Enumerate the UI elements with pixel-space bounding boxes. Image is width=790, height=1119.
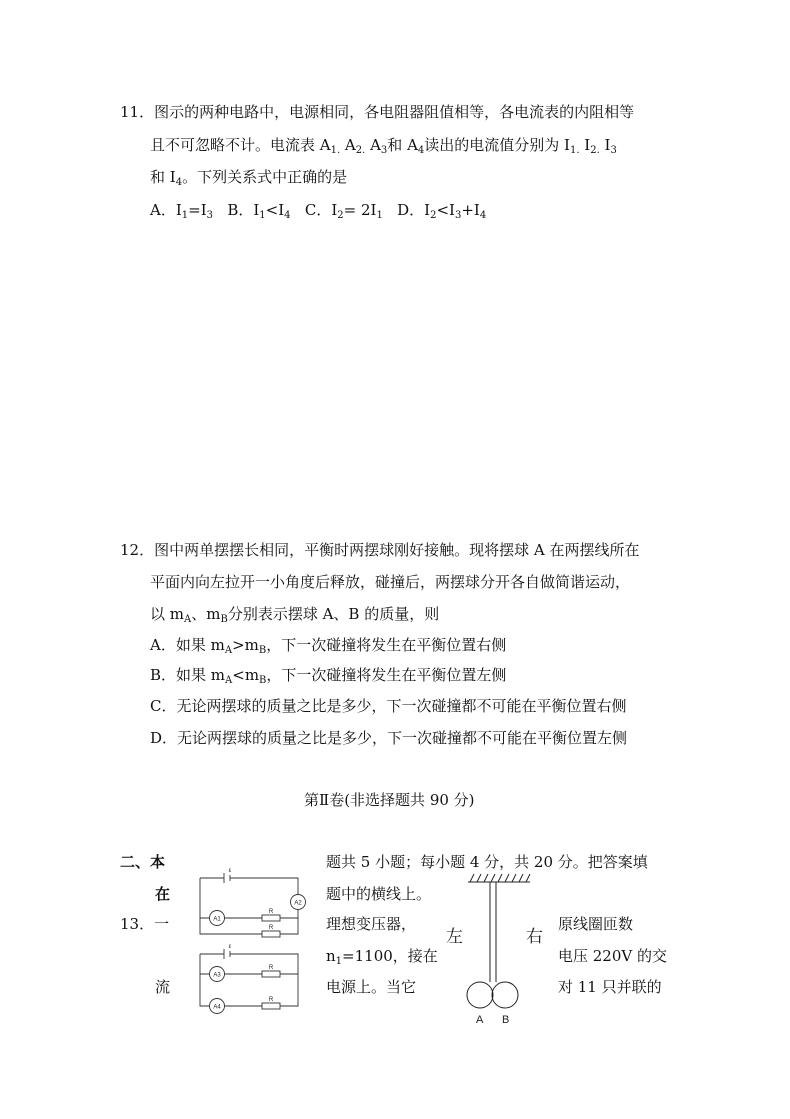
- section2-heading-a: 二、本: [120, 853, 166, 871]
- ammeter-a4-label: A4: [213, 1004, 221, 1011]
- pendulum-diagram: [440, 870, 560, 1030]
- q11-options: [150, 200, 486, 220]
- q13-fragment-1: 理想变压器，: [326, 915, 417, 933]
- resistor-2-label: R: [268, 925, 274, 931]
- resistor-1-label: R: [268, 909, 274, 915]
- q11-line-3: 和 $I_4$。下列关系式中正确的是: [150, 168, 348, 188]
- resistor-3-label: R: [268, 965, 274, 971]
- q12-line-3: 以 $m_A$、$m_B$分别表示摆球 A、B 的质量，则: [150, 605, 440, 625]
- q12-option-c: C．无论两摆球的质量之比是多少，下一次碰撞都不可能在平衡位置右侧: [150, 697, 627, 715]
- q13-fragment-4: 电压 220V 的交: [558, 947, 667, 965]
- q13-fragment-6: 电源上。当它: [326, 978, 417, 996]
- left-label: 左: [446, 927, 463, 946]
- section2-heading-c: 题共 5 小题；每小题 4 分，共 20 分。把答案填: [326, 853, 648, 871]
- resistor-3: [262, 971, 280, 977]
- ball-b-label: B: [502, 1014, 510, 1026]
- resistor-4: [262, 1003, 280, 1009]
- q11-line-1: 11．图示的两种电路中，电源相同，各电阻器阻值相等，各电流表的内阻相等: [120, 103, 635, 121]
- q11-option-b: B．$I_1<I_4$: [227, 201, 291, 221]
- section2-heading-d: 题中的横线上。: [326, 885, 432, 903]
- q13-number: 13．一: [120, 915, 170, 933]
- ammeter-a2-label: A2: [294, 900, 302, 907]
- q11-option-a: A．$I_1=I_3$: [150, 201, 214, 221]
- right-label: 右: [526, 927, 543, 946]
- q11-line-2: 且不可忽略不计。电流表 $A_{1.}$ $A_{2.}$ $A_3$和 $A_4$读出的电流值分别为 $I_{1.}$ $I_{2.}$ $I_3$: [150, 136, 617, 156]
- resistor-4-label: R: [268, 997, 274, 1003]
- q12-line-1: 12．图中两单摆摆长相同，平衡时两摆球刚好接触。现将摆球 A 在两摆线所在: [120, 541, 640, 559]
- q12-option-d: D．无论两摆球的质量之比是多少，下一次碰撞都不可能在平衡位置左侧: [150, 729, 628, 747]
- emf-label-2: ε: [228, 944, 232, 950]
- ammeter-a3-label: A3: [213, 972, 221, 979]
- q11-option-c: C．$I_2= 2I_1$: [304, 201, 383, 221]
- q12-line-2: 平面内向左拉开一小角度后释放，碰撞后，两摆球分开各自做简谐运动，: [150, 573, 631, 591]
- q11-option-d: D．$I_2<I_3+I_4$: [397, 201, 487, 221]
- section-title: 第Ⅱ卷(非选择题共 90 分): [304, 791, 475, 809]
- resistor-2: [262, 931, 280, 937]
- q13-fragment-5: 流: [155, 978, 171, 996]
- emf-label-1: ε: [228, 868, 232, 874]
- resistor-1: [262, 915, 280, 921]
- q13-fragment-7: 对 11 只并联的: [558, 978, 662, 996]
- circuit-diagram: [190, 862, 320, 1022]
- q12-option-a: A．如果 $m_A>m_B$，下一次碰撞将发生在平衡位置右侧: [150, 636, 507, 656]
- ball-a-label: A: [476, 1014, 484, 1026]
- section2-heading-b: 在: [155, 885, 171, 903]
- q13-fragment-2: 原线圈匝数: [558, 915, 634, 933]
- pendulum-ball-b: [492, 982, 518, 1008]
- pendulum-ball-a: [467, 982, 493, 1008]
- q13-fragment-3: $n_1=1100$，接在: [326, 947, 438, 967]
- ammeter-a1-label: A1: [213, 916, 221, 923]
- q12-option-b: B．如果 $m_A<m_B$，下一次碰撞将发生在平衡位置左侧: [150, 666, 507, 686]
